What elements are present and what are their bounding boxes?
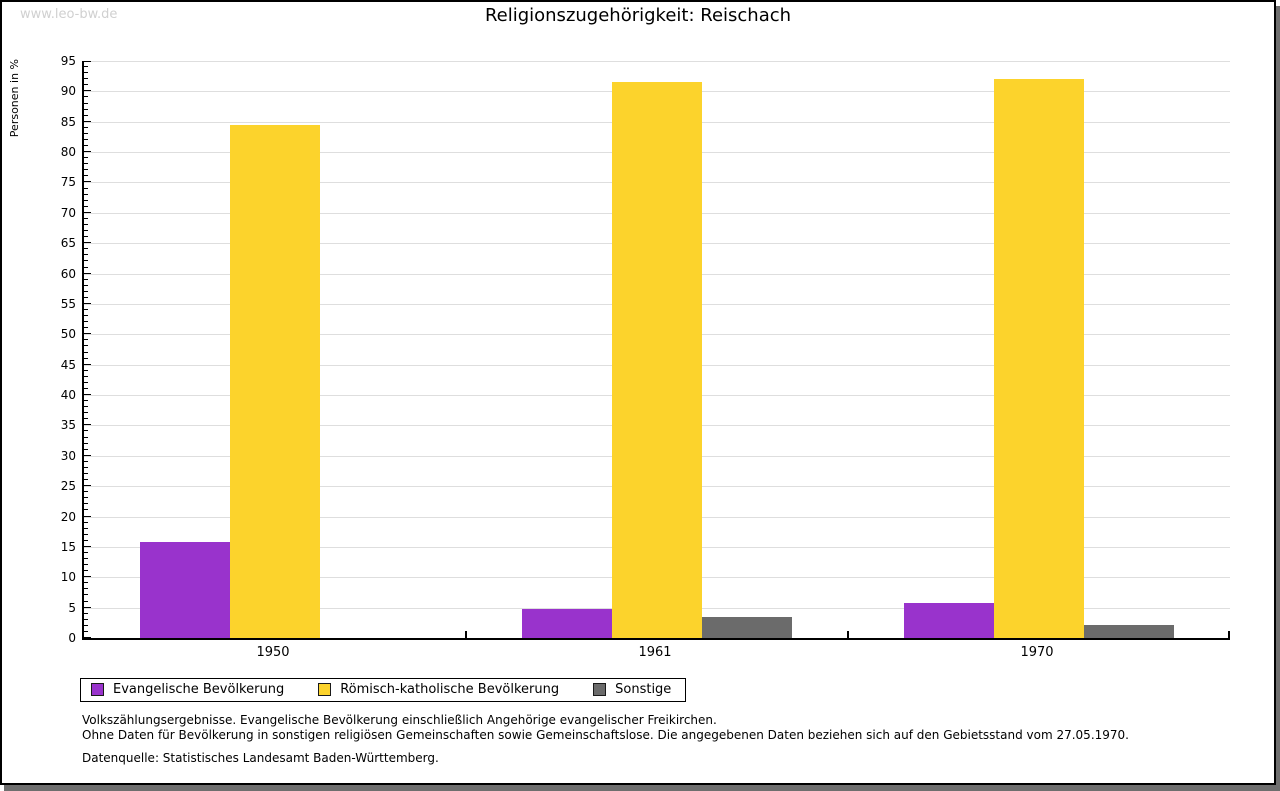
y-minor-tick	[84, 115, 88, 116]
legend-swatch	[318, 683, 331, 696]
bar-evangelische-bev-lkerung-1961	[522, 609, 612, 638]
x-tick	[847, 631, 849, 638]
legend-swatch	[593, 683, 606, 696]
y-minor-tick	[84, 522, 88, 523]
y-minor-tick	[84, 133, 88, 134]
y-minor-tick	[84, 473, 88, 474]
y-major-tick	[84, 455, 91, 456]
bar-r-misch-katholische-bev-lkerung-1961	[612, 82, 702, 638]
y-minor-tick	[84, 497, 88, 498]
y-minor-tick	[84, 558, 88, 559]
y-tick-label: 0	[68, 631, 76, 645]
y-major-tick	[84, 61, 91, 62]
y-minor-tick	[84, 388, 88, 389]
y-minor-tick	[84, 594, 88, 595]
y-minor-tick	[84, 418, 88, 419]
y-tick-label: 80	[60, 145, 76, 159]
y-minor-tick	[84, 625, 88, 626]
y-minor-tick	[84, 479, 88, 480]
y-major-tick	[84, 333, 91, 334]
y-minor-tick	[84, 103, 88, 104]
y-minor-tick	[84, 370, 88, 371]
y-major-tick	[84, 151, 91, 152]
y-minor-tick	[84, 570, 88, 571]
y-minor-tick	[84, 66, 88, 67]
legend-item	[91, 682, 284, 697]
y-minor-tick	[84, 285, 88, 286]
y-minor-tick	[84, 601, 88, 602]
y-minor-tick	[84, 449, 88, 450]
y-tick-label: 15	[60, 540, 76, 554]
bar-r-misch-katholische-bev-lkerung-1970	[994, 79, 1084, 638]
y-minor-tick	[84, 588, 88, 589]
y-minor-tick	[84, 491, 88, 492]
y-minor-tick	[84, 291, 88, 292]
y-minor-tick	[84, 297, 88, 298]
y-minor-tick	[84, 163, 88, 164]
y-minor-tick	[84, 254, 88, 255]
y-tick-label: 35	[60, 418, 76, 432]
y-minor-tick	[84, 188, 88, 189]
y-major-tick	[84, 607, 91, 608]
y-major-tick	[84, 424, 91, 425]
y-major-tick	[84, 121, 91, 122]
y-minor-tick	[84, 145, 88, 146]
y-minor-tick	[84, 564, 88, 565]
y-major-tick	[84, 516, 91, 517]
y-minor-tick	[84, 327, 88, 328]
gridline	[84, 61, 1230, 62]
y-minor-tick	[84, 540, 88, 541]
y-minor-tick	[84, 96, 88, 97]
y-minor-tick	[84, 218, 88, 219]
legend-label: Evangelische Bevölkerung	[113, 682, 285, 697]
y-major-tick	[84, 576, 91, 577]
y-major-tick	[84, 303, 91, 304]
category-label: 1970	[1020, 645, 1054, 660]
y-minor-tick	[84, 582, 88, 583]
y-major-tick	[84, 273, 91, 274]
y-minor-tick	[84, 509, 88, 510]
y-major-tick	[84, 637, 91, 638]
footnotes	[82, 713, 1129, 766]
y-minor-tick	[84, 461, 88, 462]
y-major-tick	[84, 242, 91, 243]
bar-r-misch-katholische-bev-lkerung-1950	[230, 125, 320, 638]
y-minor-tick	[84, 400, 88, 401]
plot-area	[82, 61, 1230, 640]
bar-sonstige-1961	[702, 617, 792, 638]
y-minor-tick	[84, 157, 88, 158]
bar-sonstige-1970	[1084, 625, 1174, 638]
y-minor-tick	[84, 175, 88, 176]
category-label: 1950	[256, 645, 290, 660]
y-tick-label: 75	[60, 175, 76, 189]
chart-area	[2, 2, 1274, 662]
y-minor-tick	[84, 339, 88, 340]
footnote-source: Datenquelle: Statistisches Landesamt Baden-Württemberg.	[82, 751, 439, 765]
y-minor-tick	[84, 248, 88, 249]
y-minor-tick	[84, 534, 88, 535]
y-minor-tick	[84, 206, 88, 207]
y-minor-tick	[84, 345, 88, 346]
y-minor-tick	[84, 260, 88, 261]
footnote-line: Volkszählungsergebnisse. Evangelische Bevölkerung einschließlich Angehörige evangelischer Freikirchen.	[82, 713, 717, 727]
bar-evangelische-bev-lkerung-1970	[904, 603, 994, 638]
y-minor-tick	[84, 267, 88, 268]
category-label: 1961	[638, 645, 672, 660]
y-axis-label: Personen in %	[8, 59, 21, 138]
y-tick-label: 65	[60, 236, 76, 250]
y-minor-tick	[84, 309, 88, 310]
y-minor-tick	[84, 279, 88, 280]
y-minor-tick	[84, 169, 88, 170]
legend-label: Sonstige	[615, 682, 672, 697]
y-minor-tick	[84, 631, 88, 632]
watermark: www.leo-bw.de	[20, 7, 118, 22]
y-minor-tick	[84, 224, 88, 225]
x-tick	[465, 631, 467, 638]
y-tick-label: 50	[60, 327, 76, 341]
y-minor-tick	[84, 437, 88, 438]
y-tick-label: 5	[68, 601, 76, 615]
legend-item	[318, 682, 559, 697]
y-tick-label: 95	[60, 54, 76, 68]
legend-label: Römisch-katholische Bevölkerung	[340, 682, 560, 697]
y-minor-tick	[84, 127, 88, 128]
y-major-tick	[84, 364, 91, 365]
y-major-tick	[84, 212, 91, 213]
bar-evangelische-bev-lkerung-1950	[140, 542, 230, 638]
y-tick-label: 40	[60, 388, 76, 402]
y-tick-label: 60	[60, 267, 76, 281]
y-tick-label: 85	[60, 115, 76, 129]
y-minor-tick	[84, 84, 88, 85]
footnote-line: Ohne Daten für Bevölkerung in sonstigen religiösen Gemeinschaften sowie Gemeinschaftslose. Die angegebenen Daten beziehen sich auf den Gebietsstand vom 27.05.1970.	[82, 728, 1129, 742]
y-tick-label: 45	[60, 358, 76, 372]
legend-swatch	[91, 683, 104, 696]
y-minor-tick	[84, 139, 88, 140]
y-minor-tick	[84, 613, 88, 614]
y-major-tick	[84, 546, 91, 547]
y-minor-tick	[84, 503, 88, 504]
y-minor-tick	[84, 467, 88, 468]
y-minor-tick	[84, 619, 88, 620]
y-minor-tick	[84, 78, 88, 79]
x-tick	[1228, 631, 1230, 638]
y-minor-tick	[84, 200, 88, 201]
legend-item	[593, 682, 671, 697]
y-minor-tick	[84, 321, 88, 322]
y-minor-tick	[84, 109, 88, 110]
y-minor-tick	[84, 194, 88, 195]
y-major-tick	[84, 181, 91, 182]
y-tick-label: 90	[60, 84, 76, 98]
y-tick-label: 10	[60, 570, 76, 584]
y-minor-tick	[84, 376, 88, 377]
y-minor-tick	[84, 552, 88, 553]
page-title: Religionszugehörigkeit: Reischach	[484, 5, 792, 26]
y-minor-tick	[84, 443, 88, 444]
y-minor-tick	[84, 352, 88, 353]
y-tick-label: 55	[60, 297, 76, 311]
y-minor-tick	[84, 358, 88, 359]
y-minor-tick	[84, 406, 88, 407]
y-minor-tick	[84, 412, 88, 413]
legend	[80, 678, 686, 702]
y-tick-label: 25	[60, 479, 76, 493]
y-minor-tick	[84, 230, 88, 231]
y-major-tick	[84, 90, 91, 91]
y-minor-tick	[84, 315, 88, 316]
y-tick-label: 70	[60, 206, 76, 220]
y-minor-tick	[84, 72, 88, 73]
y-minor-tick	[84, 528, 88, 529]
y-tick-label: 20	[60, 510, 76, 524]
y-minor-tick	[84, 382, 88, 383]
y-tick-label: 30	[60, 449, 76, 463]
y-minor-tick	[84, 236, 88, 237]
y-minor-tick	[84, 430, 88, 431]
y-major-tick	[84, 485, 91, 486]
y-major-tick	[84, 394, 91, 395]
